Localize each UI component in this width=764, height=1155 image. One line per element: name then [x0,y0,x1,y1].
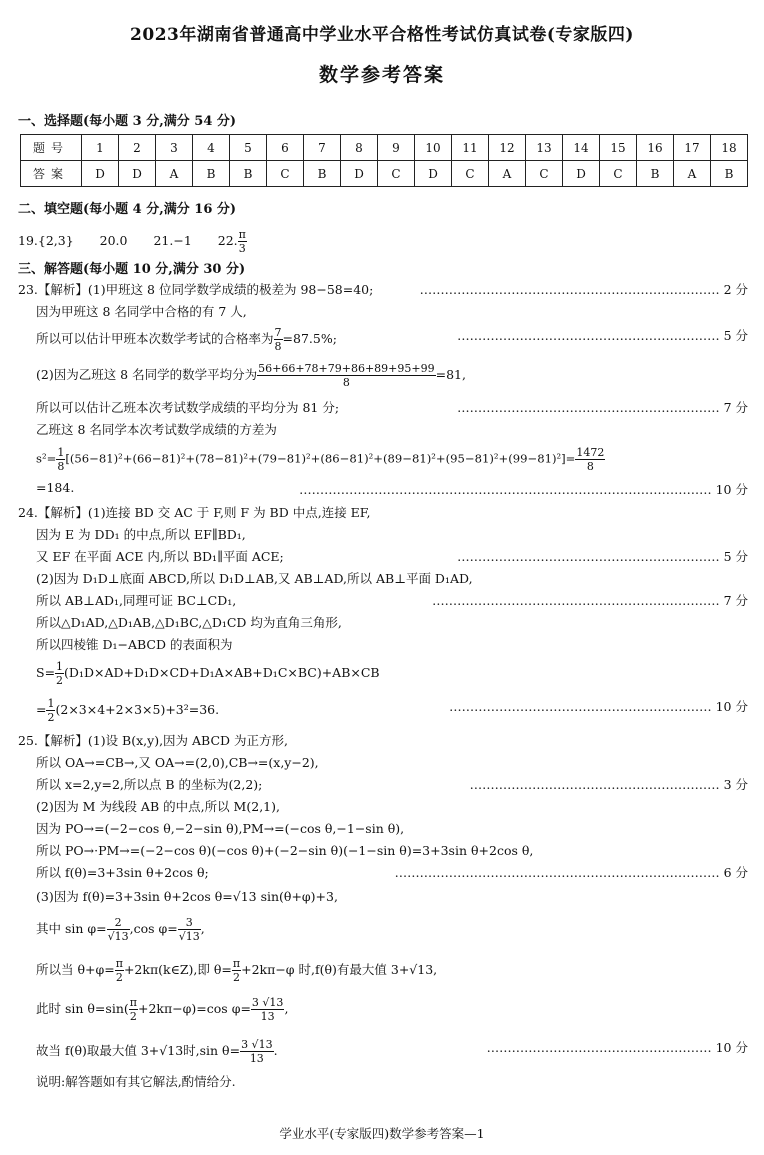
fraction: $\frac{3 √13}{13}$ [241,1038,273,1065]
q23-line: =184. ……………………………………………………………………………………… 10 分 [36,480,748,497]
q25-line: (3)因为 f(θ)=3+3sin θ+2cos θ=√13 sin(θ+φ)+3, [36,889,338,904]
table-row-answers [21,161,748,187]
fill-q21: 21.−1 [153,233,192,248]
table-cell: C [600,161,637,187]
q25-line: 25.【解析】(1)设 B(x,y),因为 ABCD 为正方形, [18,733,289,748]
table-cell: 5 [230,135,267,161]
table-cell: 6 [267,135,304,161]
q25-line: 其中 sin φ= $\frac{2}{√13}$ ,cos φ= $\frac{3}{√13}$ , [36,916,205,943]
fraction: $\frac{\pi}{3}$ [238,228,246,255]
table-cell: 15 [600,135,637,161]
q24-line: 因为 E 为 DD₁ 的中点,所以 EF∥BD₁, [36,527,246,542]
table-cell: 2 [119,135,156,161]
table-cell: B [711,161,748,187]
q24-line: 24.【解析】(1)连接 BD 交 AC 于 F,则 F 为 BD 中点,连接 EF, [18,505,371,520]
score-10: ……………………………………………………… 10 分 [449,699,748,714]
q23-line: 乙班这 8 名同学本次考试数学成绩的方差为 [36,422,277,437]
section-heading-choice: 一、选择题(每小题 3 分,满分 54 分) [18,114,237,129]
document-subtitle: 数学参考答案 [318,64,445,86]
table-cell: 10 [415,135,452,161]
table-cell: 7 [304,135,341,161]
q24-line: 又 EF 在平面 ACE 内,所以 BD₁∥平面 ACE; ……………………………………………………… 5 分 [36,549,748,564]
document-title: 2023年湖南省普通高中学业水平合格性考试仿真试卷(专家版四) [130,25,634,45]
q24-line: 所以△D₁AD,△D₁AB,△D₁BC,△D₁CD 均为直角三角形, [36,615,342,630]
score-7: …………………………………………………………… 7 分 [432,593,748,608]
table-cell: D [119,161,156,187]
table-cell: C [267,161,304,187]
table-cell: D [563,161,600,187]
table-cell: B [230,161,267,187]
fraction: $\frac{7}{8}$ [274,326,282,353]
q24-line: = $\frac{1}{2}$ (2×3×4+2×3×5)+3²=36. ……………………………………………………… 10 分 [36,697,748,724]
table-cell: C [526,161,563,187]
q24-line: (2)因为 D₁D⊥底面 ABCD,所以 D₁D⊥AB,又 AB⊥AD,所以 AB⊥平面 D₁AD, [36,571,473,586]
fill-q19: 19.{2,3} [18,233,74,248]
score-7: ……………………………………………………… 7 分 [457,400,748,415]
fraction: $\frac{3}{√13}$ [178,916,200,943]
q24-line: S= $\frac{1}{2}$ (D₁D×AD+D₁D×CD+D₁A×AB+D₁C×BC)+AB×CB [36,660,380,687]
table-cell: D [341,161,378,187]
fraction: $\frac{3 √13}{13}$ [251,996,284,1023]
table-cell: 12 [489,135,526,161]
table-cell: D [415,161,452,187]
fraction: $\frac{1}{2}$ [47,697,55,724]
table-cell: A [489,161,526,187]
table-cell: A [674,161,711,187]
table-row-numbers [21,135,748,161]
q23-line: 23.【解析】(1)甲班这 8 位同学数学成绩的极差为 98−58=40; ……………………………………………………………… 2 分 [18,282,748,297]
score-6: …………………………………………………………………… 6 分 [394,865,748,880]
fill-q20: 20.0 [99,233,128,248]
fraction: $\frac{2}{√13}$ [107,916,129,943]
q23-line: s²= $\frac{1}{8}$ [(56−81)²+(66−81)²+(78−81)²+(79−81)²+(86−81)²+(89−81)²+(95−81)²+(99−81)²]= $\frac{1472}{8}$ [36,446,605,473]
score-5: ……………………………………………………… 5 分 [457,328,748,343]
table-cell: 1 [82,135,119,161]
page-footer: 学业水平(专家版四)数学参考答案—1 [279,1126,485,1141]
table-cell: D [82,161,119,187]
score-3: …………………………………………………… 3 分 [469,777,748,792]
q25-line: 所以 OA→=CB→,又 OA→=(2,0),CB→=(x,y−2), [36,755,319,770]
fraction: $\frac{1}{2}$ [56,660,64,687]
fraction: $\frac{1472}{8}$ [576,446,605,473]
q23-line: 所以可以估计甲班本次数学考试的合格率为 $\frac{7}{8}$ =87.5%; ……………………………………………………… 5 分 [36,326,748,353]
table-cell: 14 [563,135,600,161]
fraction: $\frac{\pi}{2}$ [129,996,137,1023]
score-5: ……………………………………………………… 5 分 [457,549,748,564]
q25-line: 所以当 θ+φ= $\frac{\pi}{2}$ +2kπ(k∈Z),即 θ= $\frac{\pi}{2}$ +2kπ−φ 时,f(θ)有最大值 3+√13, [36,957,438,984]
q25-line: 所以 f(θ)=3+3sin θ+2cos θ; …………………………………………………………………… 6 分 [36,865,748,880]
table-cell: 17 [674,135,711,161]
fraction: $\frac{\pi}{2}$ [232,957,241,984]
q25-line: 所以 PO→·PM→=(−2−cos θ)(−cos θ)+(−2−sin θ)(−1−sin θ)=3+3sin θ+2cos θ, [36,843,534,858]
note: 说明:解答题如有其它解法,酌情给分. [36,1074,236,1089]
fraction: $\frac{1}{8}$ [57,446,65,473]
q25-line: 此时 sin θ=sin( $\frac{\pi}{2}$ +2kπ−φ)=cos φ= $\frac{3 √13}{13}$ , [36,996,289,1023]
table-cell: 9 [378,135,415,161]
section-heading-solution: 三、解答题(每小题 10 分,满分 30 分) [18,262,246,277]
q25-line: 因为 PO→=(−2−cos θ,−2−sin θ),PM→=(−cos θ,−1−sin θ), [36,821,405,836]
score-2: ……………………………………………………………… 2 分 [419,282,748,297]
q25-line: (2)因为 M 为线段 AB 的中点,所以 M(2,1), [36,799,280,814]
q25-line: 故当 f(θ)取最大值 3+√13时,sin θ= $\frac{3 √13}{13}$ . ……………………………………………… 10 分 [36,1038,748,1065]
q23-line: 所以可以估计乙班本次考试数学成绩的平均分为 81 分; ……………………………………………………… 7 分 [36,400,748,415]
row-head-answer: 答案 [21,161,82,187]
score-10: ……………………………………………………………………………………… 10 分 [299,482,748,497]
table-cell: 8 [341,135,378,161]
section-heading-fill: 二、填空题(每小题 4 分,满分 16 分) [18,202,237,217]
fill-answers [18,228,748,255]
row-head-number: 题号 [21,135,82,161]
score-10: ……………………………………………… 10 分 [486,1040,748,1055]
table-cell: C [452,161,489,187]
q24-line: 所以四棱锥 D₁−ABCD 的表面积为 [36,637,233,652]
fraction: $\frac{\pi}{2}$ [115,957,123,984]
table-cell: C [378,161,415,187]
table-cell: B [304,161,341,187]
table-cell: A [156,161,193,187]
q23-line: (2)因为乙班这 8 名同学的数学平均分为 $\frac{56+66+78+79+86+89+95+99}{8}$ =81, [36,362,466,389]
q23-line: 因为甲班这 8 名同学中合格的有 7 人, [36,304,247,319]
fraction: $\frac{56+66+78+79+86+89+95+99}{8}$ [258,362,435,389]
fill-q22: 22. [217,233,238,248]
answer-table [20,134,748,187]
table-cell: B [193,161,230,187]
table-cell: 4 [193,135,230,161]
q25-line: 所以 x=2,y=2,所以点 B 的坐标为(2,2); …………………………………………………… 3 分 [36,777,748,792]
table-cell: 16 [637,135,674,161]
table-cell: 11 [452,135,489,161]
table-cell: 18 [711,135,748,161]
table-cell: B [637,161,674,187]
table-cell: 3 [156,135,193,161]
table-cell: 13 [526,135,563,161]
q24-line: 所以 AB⊥AD₁,同理可证 BC⊥CD₁, …………………………………………………………… 7 分 [36,593,748,608]
